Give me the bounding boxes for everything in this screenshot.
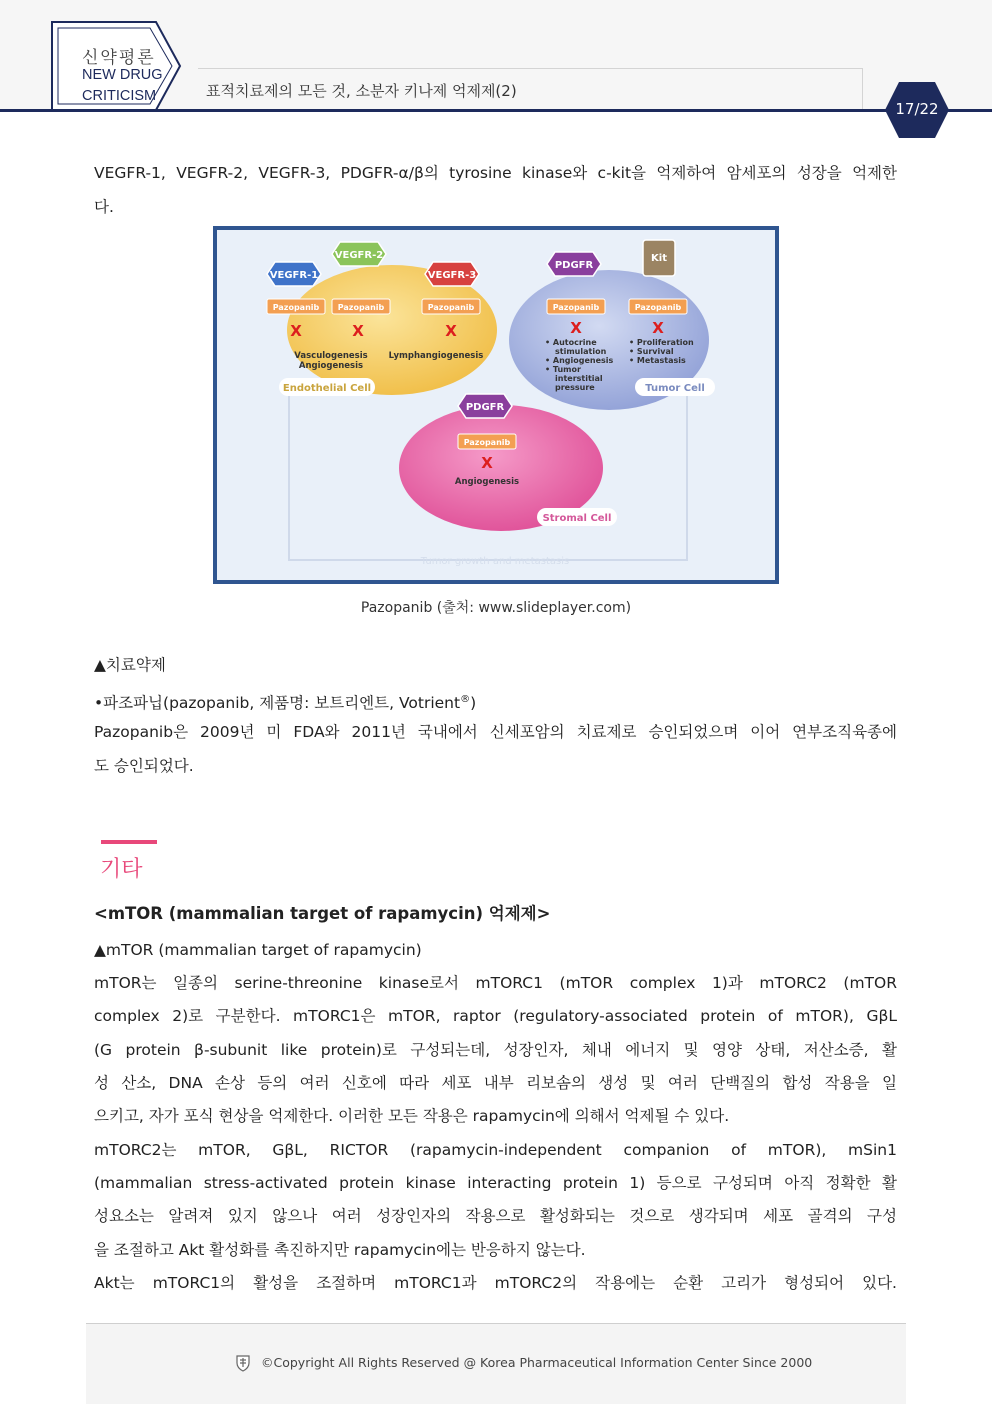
bottom-label: Tumor growth and metastasis	[420, 556, 570, 567]
tumor-cell-label: Tumor Cell	[645, 383, 705, 394]
inhibit-mark: X	[445, 322, 457, 340]
drug-desc-line-1: Pazopanib은 2009년 미 FDA와 2011년 국내에서 신세포암의 치료제로 승인되었으며 이어 연부조직육종에	[94, 723, 897, 741]
drug-desc-line-2: 도 승인되었다.	[94, 757, 194, 775]
tumor-effect-line: stimulation	[555, 347, 607, 356]
pazopanib-diagram	[217, 230, 775, 580]
pazopanib-label: Pazopanib	[463, 438, 511, 447]
logo-english-line2: CRITICISM	[82, 88, 157, 104]
inhibit-mark: X	[352, 322, 364, 340]
mtor-para2-line: mTORC2는 mTOR, GβL, RICTOR (rapamycin-independent companion of mTOR), mSin1	[94, 1141, 897, 1159]
subheading: <mTOR (mammalian target of rapamycin) 억제제>	[94, 904, 551, 923]
intro-line-1: VEGFR-1, VEGFR-2, VEGFR-3, PDGFR-α/β의 tyrosine kinase와 c-kit을 억제하여 암세포의 성장을 억제한	[94, 164, 897, 182]
inhibit-mark: X	[290, 322, 302, 340]
figure-caption: Pazopanib (출처: www.slideplayer.com)	[360, 600, 632, 616]
treatment-heading: ▲치료약제	[94, 656, 166, 674]
vegfr1-label: VEGFR-1	[269, 270, 319, 281]
effect-vasculogenesis: Vasculogenesis	[294, 351, 368, 361]
effect-angiogenesis: Angiogenesis	[298, 361, 364, 371]
copyright-text: ©Copyright All Rights Reserved @ Korea Pharmaceutical Information Center Since 2000	[261, 1355, 813, 1370]
mtor-para2-line: (mammalian stress-activated protein kinase interacting protein 1) 등으로 구성되며 아직 정확한 활	[94, 1174, 897, 1192]
section-title: 기타	[100, 857, 143, 882]
mtor-para1-line: complex 2)로 구분한다. mTORC1은 mTOR, raptor (regulatory-associated protein of mTOR), GβL	[94, 1007, 897, 1025]
pazopanib-label: Pazopanib	[272, 303, 320, 312]
tumor-effect-line: • Autocrine	[545, 338, 597, 347]
vegfr3-label: VEGFR-3	[427, 270, 477, 281]
pazopanib-figure	[213, 226, 779, 584]
mtor-para2-line: 을 조절하고 Akt 활성화를 촉진하지만 rapamycin에는 반응하지 않는다.	[94, 1241, 586, 1259]
mtor-para1-line: 성 산소, DNA 손상 등의 여러 신호에 따라 세포 내부 리보솜의 생성 및 여러 단백질의 합성 작용을 일	[94, 1074, 897, 1092]
stromal-cell-label: Stromal Cell	[542, 513, 612, 524]
mtor-bullet: ▲mTOR (mammalian target of rapamycin)	[94, 941, 422, 959]
doc-title: 표적치료제의 모든 것, 소분자 키나제 억제제(2)	[206, 82, 517, 100]
mtor-para1-line: mTOR는 일종의 serine-threonine kinase로서 mTORC1 (mTOR complex 1)과 mTORC2 (mTOR	[94, 974, 897, 992]
shield-icon	[235, 1354, 251, 1372]
tumor-effect-line: • Tumor	[545, 365, 581, 374]
registered-mark: ®	[460, 694, 471, 705]
effect-angiogenesis: Angiogenesis	[454, 477, 520, 487]
inhibit-mark: X	[570, 319, 582, 337]
mtor-para1-line: 으키고, 자가 포식 현상을 억제한다. 이러한 모든 작용은 rapamycin에 의해서 억제될 수 있다.	[94, 1107, 730, 1125]
tumor-effect-line: • Metastasis	[629, 356, 686, 365]
inhibit-mark: X	[481, 454, 493, 472]
drug-item	[94, 683, 897, 720]
logo-korean-name: 신약평론	[82, 48, 156, 68]
kit-label: Kit	[651, 253, 667, 264]
pazopanib-label: Pazopanib	[337, 303, 385, 312]
pazopanib-label: Pazopanib	[634, 303, 682, 312]
section-accent-bar	[101, 840, 157, 844]
effect-lymphangiogenesis: Lymphangiogenesis	[388, 351, 484, 361]
logo-english-line1: NEW DRUG	[82, 67, 163, 83]
pdgfr-label: PDGFR	[554, 260, 594, 271]
tumor-effect-line: • Angiogenesis	[545, 356, 614, 365]
pdgfr-label: PDGFR	[465, 402, 505, 413]
vegfr2-label: VEGFR-2	[334, 250, 384, 261]
drug-item-suffix: )	[470, 694, 477, 713]
mtor-para1-line: (G protein β-subunit like protein)로 구성되는데, 성장인자, 체내 에너지 및 영양 상태, 저산소증, 활	[94, 1041, 897, 1059]
tumor-effect-line: • Survival	[629, 347, 674, 356]
mtor-para2-line: 성요소는 알려져 있지 않으나 여러 성장인자의 작용으로 활성화되는 것으로 생각되며 세포 골격의 구성	[94, 1207, 897, 1225]
pazopanib-label: Pazopanib	[427, 303, 475, 312]
drug-item-text: •파조파닙(pazopanib, 제품명: 보트리엔트, Votrient	[94, 694, 461, 713]
endothelial-cell-label: Endothelial Cell	[282, 383, 372, 394]
tumor-effect-line: interstitial	[555, 374, 603, 383]
pazopanib-label: Pazopanib	[552, 303, 600, 312]
tumor-effect-line: • Proliferation	[629, 338, 694, 347]
page-number: 17/22	[895, 100, 939, 118]
tumor-effect-line: pressure	[555, 383, 595, 392]
intro-line-2: 다.	[94, 198, 114, 216]
inhibit-mark: X	[652, 319, 664, 337]
mtor-para3-line: Akt는 mTORC1의 활성을 조절하며 mTORC1과 mTORC2의 작용에는 순환 고리가 형성되어 있다.	[94, 1274, 897, 1292]
